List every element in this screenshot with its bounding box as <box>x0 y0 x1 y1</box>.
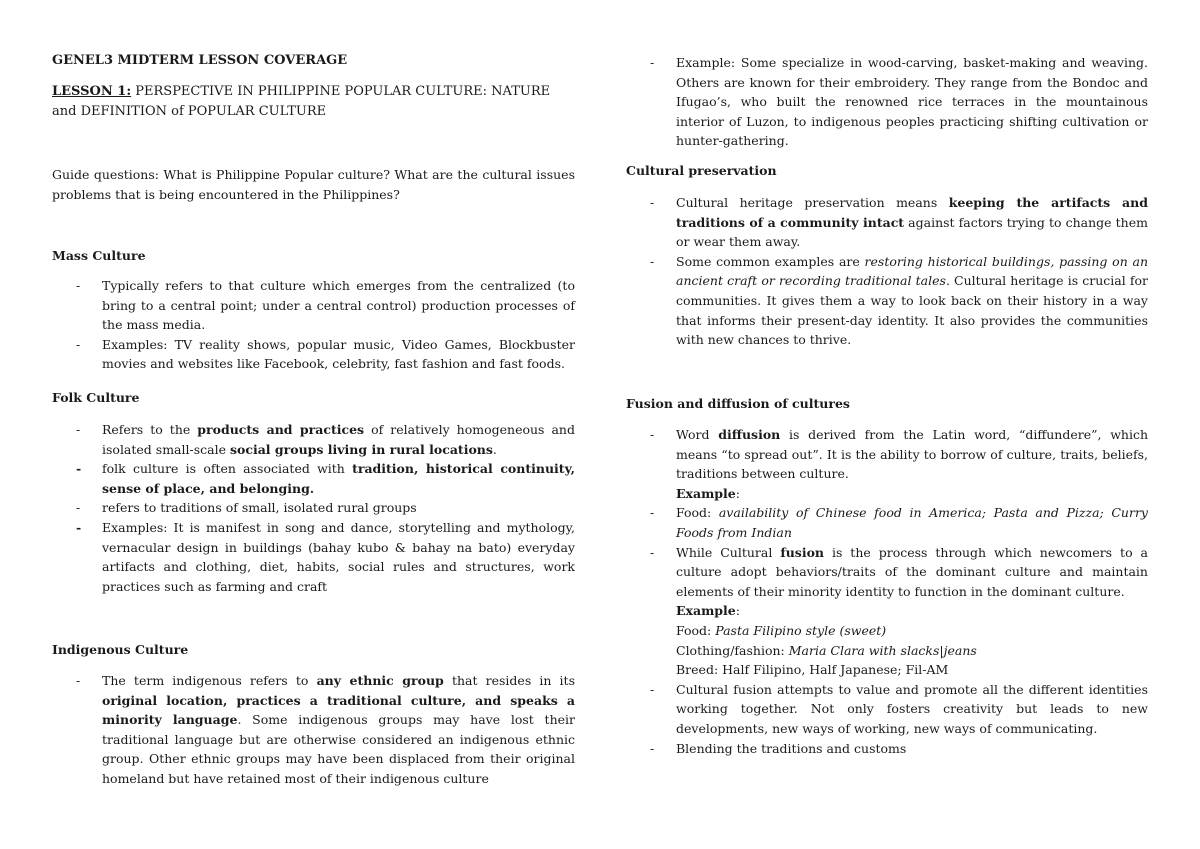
example-label: Example <box>676 603 736 619</box>
text: Example: Some specialize in wood-carving, basket-making and weaving. Others are known for their embroidery. They range from the Bondoc and Ifugao’s, who built the renowned rice terraces in the mountainous interior of Luzon, to indigenous peoples practicing shifting cultivation or hunter-gathering. <box>676 55 1148 149</box>
bullet-dash: - <box>76 336 81 352</box>
text-bold: diffusion <box>718 427 781 442</box>
list-item <box>52 420 575 459</box>
text: Examples: It is manifest in song and dance, storytelling and mythology, vernacular design in buildings (bahay kubo & bahay na bato) everyday artifacts and clothing, diet, habits, social rules and structures, work practices such as farming and craft <box>102 519 575 594</box>
text: Breed: Half Filipino, Half Japanese; Fil-AM <box>676 662 949 678</box>
guide-questions: Guide questions: What is Philippine Popular culture? What are the cultural issues problems that is being encountered in the Philippines? <box>52 167 575 202</box>
list-item <box>52 518 575 596</box>
text: . Cultural heritage is crucial for communities. It gives them a way to look back on their history in a way that informs their present-day identity. It also provides the communities with new chances to thrive. <box>676 273 1148 348</box>
text-bold: fusion <box>780 544 824 560</box>
text: Food: <box>676 505 719 521</box>
bullet-dash: - <box>650 55 655 70</box>
text: : <box>735 485 740 501</box>
list-item <box>52 498 575 518</box>
text-bold: keeping the artifacts and traditions of a community intact <box>676 195 1148 230</box>
text-italic: restoring historical buildings, passing on an ancient craft or recording traditional tales <box>676 253 1148 289</box>
text: refers to traditions of small, isolated rural groups <box>102 500 417 516</box>
list-item <box>626 543 1148 680</box>
lesson-title: PERSPECTIVE IN PHILIPPINE POPULAR CULTURE: NATURE and DEFINITION of POPULAR CULTURE <box>52 84 551 119</box>
text: . Some indigenous groups may have lost their traditional language but are otherwise considered an indigenous ethnic group. Other ethnic groups may have been displaced from their original homeland but have retained most of their indigenous culture <box>102 712 575 786</box>
indigenous-culture-heading: Indigenous Culture <box>52 642 189 657</box>
text-italic: Pasta Filipino style (sweet) <box>715 622 887 638</box>
text-italic: availability of Chinese food in America; Pasta and Pizza; Curry Foods from Indian <box>676 505 1148 540</box>
bullet-dash: - <box>76 278 81 293</box>
list-item <box>626 739 1148 759</box>
cultural-preservation-list <box>626 193 1148 350</box>
lesson-label: LESSON 1: <box>52 84 132 99</box>
text-bold: original location, practices a traditional culture, and speaks a minority language <box>102 692 575 728</box>
text: The term indigenous refers to <box>102 673 317 688</box>
text-bold: social groups living in rural locations <box>229 441 493 457</box>
fusion-diffusion-heading: Fusion and diffusion of cultures <box>626 396 850 411</box>
text-bold: products and practices <box>197 422 365 437</box>
example-label: Example <box>676 485 736 501</box>
text: against factors trying to change them or wear them away. <box>676 214 1148 250</box>
bullet-dash: - <box>650 427 655 442</box>
text: is the process through which newcomers to a culture adopt behaviors/traits of the dominant culture and maintain elements of their minority identity to function in the dominant culture. <box>676 544 1148 599</box>
document-title: GENEL3 MIDTERM LESSON COVERAGE <box>52 53 348 68</box>
text: Cultural fusion attempts to value and promote all the different identities working together. Not only fosters creativity but leads to new developments, new ways of working, new ways of communicating. <box>676 681 1148 736</box>
text: is derived from the Latin word, “diffundere”, which means “to spread out”. It is the ability to borrow of culture, traits, beliefs, traditions between culture. <box>676 427 1148 482</box>
list-item <box>52 276 575 335</box>
text: Word <box>676 427 719 442</box>
text-italic: Maria Clara with slacks|jeans <box>788 642 977 658</box>
text: that resides in its <box>443 673 575 688</box>
text: Food: <box>676 622 716 638</box>
bullet-dash: - <box>650 544 655 560</box>
mass-culture-b2: Examples: TV reality shows, popular music, Video Games, Blockbuster movies and websites like Facebook, celebrity, fast fashion and fast foods. <box>102 336 575 372</box>
bullet-dash: - <box>76 422 81 437</box>
text: Refers to the <box>102 422 198 437</box>
mass-culture-heading: Mass Culture <box>52 248 146 263</box>
indigenous-example-list <box>626 53 1148 151</box>
text: : <box>735 603 740 619</box>
cultural-preservation-heading: Cultural preservation <box>626 163 777 178</box>
bullet-dash: - <box>650 505 655 521</box>
list-item <box>52 459 575 498</box>
text: Clothing/fashion: <box>676 642 789 658</box>
text: While Cultural <box>676 544 781 560</box>
text-bold: any ethnic group <box>316 673 444 688</box>
bullet-dash: - <box>650 681 655 697</box>
text: Some common examples are <box>676 253 865 269</box>
fusion-diffusion-list <box>626 425 1148 758</box>
mass-culture-list <box>52 276 575 374</box>
text: folk culture is often associated with <box>102 461 353 477</box>
lesson-heading <box>52 82 575 121</box>
bullet-dash: - <box>76 500 81 516</box>
mass-culture-b1: Typically refers to that culture which emerges from the centralized (to bring to a central point; under a central control) production processes of the mass media. <box>102 278 575 333</box>
text: Blending the traditions and customs <box>676 740 907 756</box>
list-item <box>626 53 1148 151</box>
text: . <box>492 441 497 457</box>
list-item <box>626 503 1148 542</box>
text: of relatively homogeneous and isolated small-scale <box>102 422 575 457</box>
bullet-dash: - <box>76 461 82 477</box>
folk-culture-heading: Folk Culture <box>52 390 140 405</box>
bullet-dash: - <box>650 740 655 756</box>
folk-culture-list <box>52 420 575 596</box>
indigenous-culture-list <box>52 671 575 789</box>
bullet-dash: - <box>76 673 81 688</box>
list-item <box>626 425 1148 503</box>
text-bold: tradition, historical continuity, sense of place, and belonging. <box>102 461 575 496</box>
bullet-dash: - <box>76 519 82 535</box>
list-item <box>626 193 1148 252</box>
list-item <box>52 335 575 374</box>
bullet-dash: - <box>650 253 655 269</box>
list-item <box>52 671 575 789</box>
list-item <box>626 680 1148 739</box>
bullet-dash: - <box>650 195 655 210</box>
list-item <box>626 252 1148 350</box>
text: Cultural heritage preservation means <box>676 195 949 210</box>
